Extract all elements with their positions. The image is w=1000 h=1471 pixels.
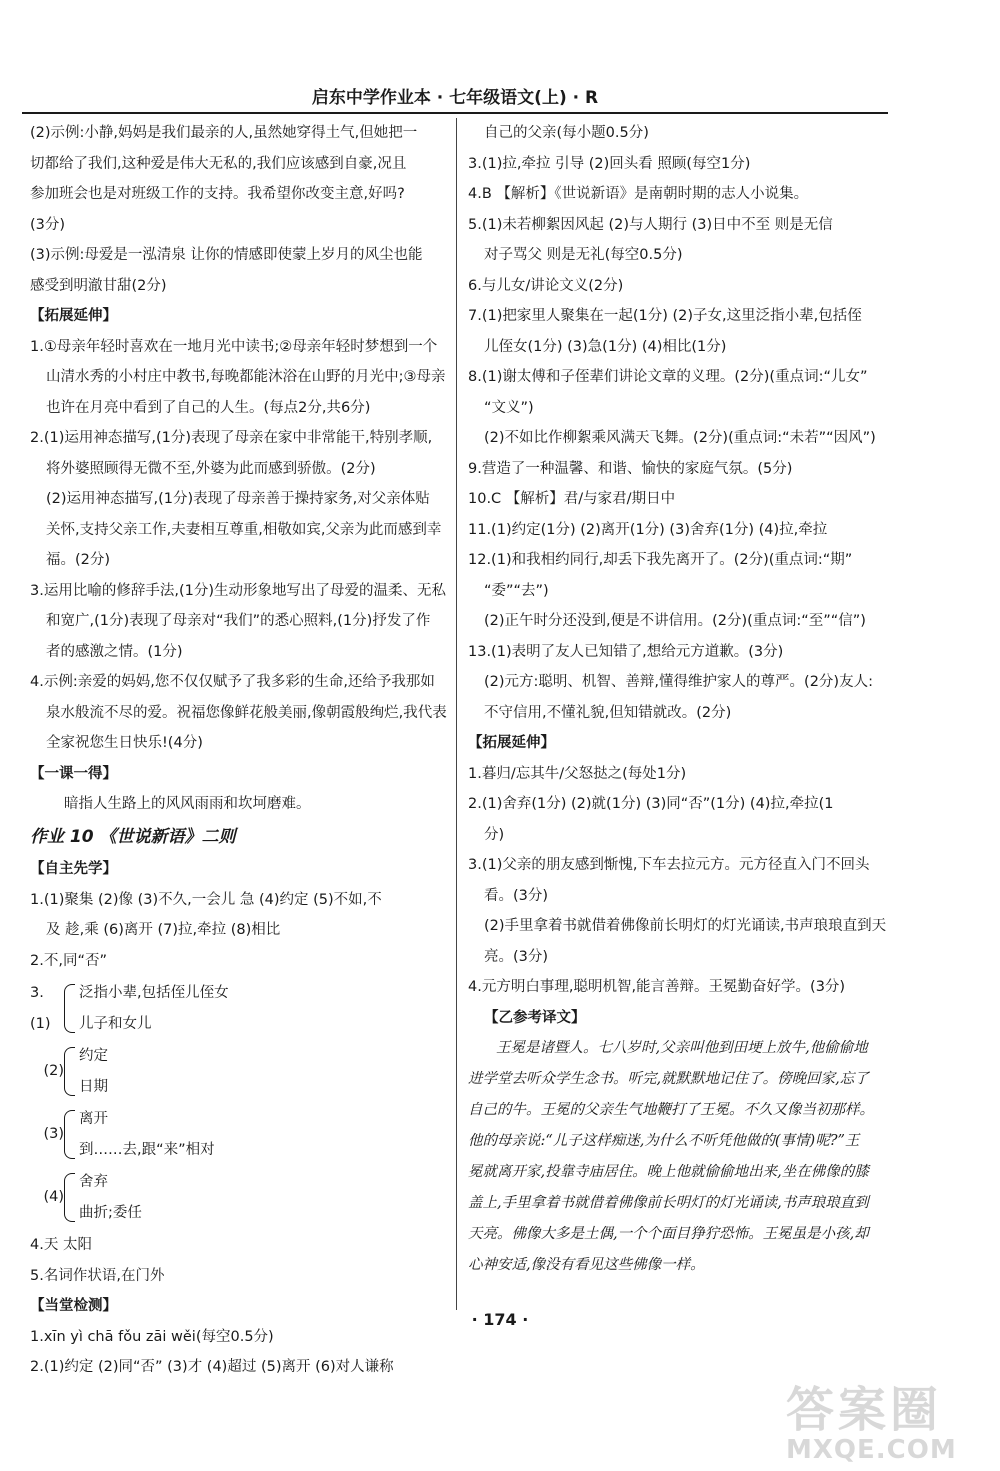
answer-line: 6.与儿女/讲论文义(2分) bbox=[468, 277, 624, 294]
answer-line: 12.(1)和我相约同行,却丢下我先离开了。(2分)(重点词:“期” bbox=[468, 552, 853, 568]
lesson-text: 暗指人生路上的风风雨雨和坎坷磨难。 bbox=[64, 796, 311, 812]
answer-line: 参加班会也是对班级工作的支持。我希望你改变主意,好吗? bbox=[30, 186, 405, 202]
answer-line: (2)正午时分还没到,便是不讲信用。(2分)(重点词:“至”“信”) bbox=[484, 613, 866, 629]
translation-line: 盖上,手里拿着书就借着佛像前长明灯的灯光诵读,书声琅琅直到 bbox=[468, 1195, 869, 1211]
answer-line: (2)元方:聪明、机智、善辩,懂得维护家人的尊严。(2分)友人: bbox=[484, 674, 873, 690]
answer-line: (3)示例:母爱是一泓清泉 让你的情感即使蒙上岁月的风尘也能 bbox=[30, 247, 423, 263]
answer-line: 7.(1)把家里人聚集在一起(1分) (2)子女,这里泛指小辈,包括侄 bbox=[468, 308, 862, 324]
answer-line: 泉水般流不尽的爱。祝福您像鲜花般美丽,像朝霞般绚烂,我代表 bbox=[46, 704, 447, 721]
reference-translation bbox=[468, 1033, 892, 1281]
brace-item: 离开 bbox=[79, 1111, 108, 1127]
answer-line: 关怀,支持父亲工作,夫妻相互尊重,相敬如宾,父亲为此而感到幸 bbox=[46, 521, 442, 538]
translation-line: 进学堂去听众学生念书。听完,就默默地记住了。傍晚回家,忘了 bbox=[468, 1071, 869, 1087]
answer-line: (2)运用神态描写,(1分)表现了母亲善于操持家务,对父亲体贴 bbox=[46, 491, 430, 507]
translation-line: 他的母亲说:“儿子这样痴迷,为什么不听凭他做的(事情)呢?”王 bbox=[468, 1133, 860, 1149]
brace-label: (2) bbox=[43, 1063, 64, 1080]
brace-icon bbox=[64, 1173, 75, 1222]
watermark-url: MXQE.COM bbox=[786, 1435, 957, 1465]
brace-group bbox=[30, 1167, 454, 1228]
translation-line: 自己的牛。王冕的父亲生气地鞭打了王冕。不久又像当初那样。 bbox=[468, 1102, 874, 1118]
answer-line: 8.(1)谢太傅和子侄辈们讲论文章的义理。(2分)(重点词:“儿女” bbox=[468, 369, 868, 385]
answer-line: 2.(1)舍弃(1分) (2)就(1分) (3)同“否”(1分) (4)拉,牵拉(1 bbox=[468, 796, 834, 812]
answer-line: 2.(1)运用神态描写,(1分)表现了母亲在家中非常能干,特别孝顺, bbox=[30, 430, 433, 446]
answer-line: 10.C 【解析】君/与家君/期日中 bbox=[468, 491, 676, 507]
answer-line: 和宽广,(1分)表现了母亲对“我们”的悉心照料,(1分)抒发了作 bbox=[46, 613, 431, 629]
left-column bbox=[30, 118, 454, 1383]
answer-line: 看。(3分) bbox=[484, 887, 549, 904]
answer-line: 福。(2分) bbox=[46, 552, 111, 568]
answer-line: 13.(1)表明了友人已知错了,想给元方道歉。(3分) bbox=[468, 643, 784, 660]
answer-line: 亮。(3分) bbox=[484, 948, 549, 965]
brace-label: 3.(1) bbox=[30, 985, 51, 1032]
answer-line: 全家祝您生日快乐!(4分) bbox=[46, 735, 203, 751]
answer-line: (2)手里拿着书就借着佛像前长明灯的灯光诵读,书声琅琅直到天 bbox=[484, 918, 887, 934]
answer-line: 自己的父亲(每小题0.5分) bbox=[484, 125, 649, 141]
answer-line: 1.①母亲年轻时喜欢在一地月光中读书;②母亲年轻时梦想到一个 bbox=[30, 338, 438, 355]
answer-line: 4.示例:亲爱的妈妈,您不仅仅赋予了我多彩的生命,还给予我那如 bbox=[30, 674, 435, 690]
right-column bbox=[468, 118, 892, 1281]
answer-line: 3.(1)拉,牵拉 引导 (2)回头看 照顾(每空1分) bbox=[468, 155, 751, 172]
answer-line: 9.营造了一种温馨、和谐、愉快的家庭气氛。(5分) bbox=[468, 460, 793, 477]
answer-line: 及 趁,乘 (6)离开 (7)拉,牵拉 (8)相比 bbox=[46, 922, 281, 938]
watermark-logo bbox=[786, 1384, 996, 1464]
answer-line: 2.(1)约定 (2)同“否” (3)才 (4)超过 (5)离开 (6)对人谦称 bbox=[30, 1359, 394, 1375]
answer-line: 也许在月亮中看到了自己的人生。(每点2分,共6分) bbox=[46, 399, 371, 416]
answer-line: 3.运用比喻的修辞手法,(1分)生动形象地写出了母爱的温柔、无私 bbox=[30, 582, 446, 599]
answer-line: 将外婆照顾得无微不至,外婆为此而感到骄傲。(2分) bbox=[46, 460, 376, 477]
answer-line: (3分) bbox=[30, 216, 66, 233]
assignment-title: 作业 10 《世说新语》二则 bbox=[30, 826, 236, 847]
brace-group bbox=[30, 1104, 454, 1165]
section-heading-lesson: 【一课一得】 bbox=[30, 765, 117, 782]
answer-line: 儿侄女(1分) (3)急(1分) (4)相比(1分) bbox=[484, 338, 727, 355]
answer-line: (2)示例:小静,妈妈是我们最亲的人,虽然她穿得土气,但她把一 bbox=[30, 125, 418, 141]
section-heading-preview: 【自主先学】 bbox=[30, 861, 117, 877]
answer-line: 1.xīn yì chā fǒu zāi wěi(每空0.5分) bbox=[30, 1328, 274, 1345]
answer-line: (2)不如比作柳絮乘风满天飞舞。(2分)(重点词:“未若”“因风”) bbox=[484, 430, 876, 446]
answer-line: 者的感激之情。(1分) bbox=[46, 643, 183, 660]
column-divider bbox=[456, 118, 457, 1310]
answer-line: 分) bbox=[484, 826, 505, 843]
answer-line: 2.不,同“否” bbox=[30, 952, 107, 969]
brace-icon bbox=[64, 1110, 75, 1159]
answer-line: 切都给了我们,这种爱是伟大无私的,我们应该感到自豪,况且 bbox=[30, 155, 407, 172]
answer-line: “委”“去”) bbox=[484, 582, 549, 599]
translation-line: 王冕是诸暨人。七八岁时,父亲叫他到田埂上放牛,他偷偷地 bbox=[496, 1040, 868, 1056]
brace-item: 儿子和女儿 bbox=[79, 1015, 152, 1032]
page-number: · 174 · bbox=[471, 1310, 529, 1329]
section-heading-extension: 【拓展延伸】 bbox=[468, 735, 555, 751]
page-header bbox=[22, 84, 888, 114]
answer-line: 11.(1)约定(1分) (2)离开(1分) (3)舍弃(1分) (4)拉,牵拉 bbox=[468, 521, 828, 538]
section-heading-check: 【当堂检测】 bbox=[30, 1298, 117, 1314]
answer-line: 5.(1)未若柳絮因风起 (2)与人期行 (3)日中不至 则是无信 bbox=[468, 216, 833, 233]
answer-line: 对子骂父 则是无礼(每空0.5分) bbox=[484, 247, 683, 263]
section-heading-extension: 【拓展延伸】 bbox=[30, 308, 117, 324]
brace-icon bbox=[64, 1047, 75, 1096]
brace-item: 曲折;委任 bbox=[79, 1204, 142, 1221]
brace-item: 日期 bbox=[79, 1078, 108, 1095]
header-title: 启东中学作业本 · 七年级语文(上) · R bbox=[311, 88, 599, 108]
brace-item: 舍弃 bbox=[79, 1174, 108, 1190]
translation-line: 冕就离开家,投靠寺庙居住。晚上他就偷偷地出来,坐在佛像的膝 bbox=[468, 1164, 869, 1180]
brace-icon bbox=[64, 984, 75, 1033]
brace-label: (4) bbox=[43, 1189, 64, 1206]
answer-line: “文义”) bbox=[484, 399, 534, 416]
answer-line: 1.暮归/忘其牛/父怒挞之(每处1分) bbox=[468, 765, 687, 782]
brace-item: 到……去,跟“来”相对 bbox=[79, 1141, 215, 1158]
answer-line: 5.名词作状语,在门外 bbox=[30, 1267, 165, 1284]
answer-line: 4.天 太阳 bbox=[30, 1237, 92, 1253]
answer-line: 感受到明澈甘甜(2分) bbox=[30, 277, 167, 294]
brace-group bbox=[30, 978, 454, 1039]
answer-line: 山清水秀的小村庄中教书,每晚都能沐浴在山野的月光中;③母亲 bbox=[46, 369, 446, 385]
brace-item: 约定 bbox=[79, 1048, 108, 1064]
watermark-text: 答案圈 bbox=[786, 1382, 943, 1438]
translation-line: 天亮。佛像大多是土偶,一个个面目狰狞恐怖。王冕虽是小孩,却 bbox=[468, 1226, 869, 1242]
answer-line: 4.元方明白事理,聪明机智,能言善辩。王冕勤奋好学。(3分) bbox=[468, 979, 846, 995]
answer-line: 1.(1)聚集 (2)像 (3)不久,一会儿 急 (4)约定 (5)不如,不 bbox=[30, 891, 382, 908]
brace-group bbox=[30, 1041, 454, 1102]
brace-item: 泛指小辈,包括侄儿侄女 bbox=[79, 985, 229, 1001]
answer-line: 4.B 【解析】《世说新语》是南朝时期的志人小说集。 bbox=[468, 186, 809, 202]
brace-label: (3) bbox=[43, 1126, 64, 1143]
answer-line: 不守信用,不懂礼貌,但知错就改。(2分) bbox=[484, 704, 732, 721]
answer-line: 3.(1)父亲的朋友感到惭愧,下车去拉元方。元方径直入门不回头 bbox=[468, 857, 870, 873]
section-heading-translation: 【乙参考译文】 bbox=[484, 1009, 586, 1026]
translation-line: 心神安适,像没有看见这些佛像一样。 bbox=[468, 1257, 705, 1273]
